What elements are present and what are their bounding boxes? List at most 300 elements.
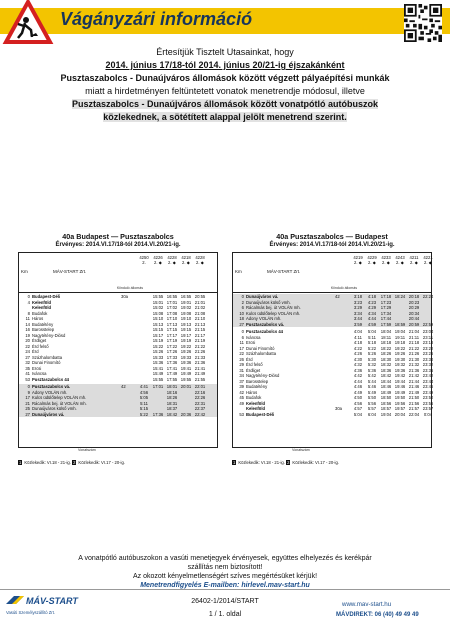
notice-line: A vonatpótló autóbuszokon a vasúti menetjegyek érvényesek, együttes elhelyezés és kerékpár xyxy=(78,555,372,562)
intro-highlight: Pusztaszabolcs - Dunaújváros állomások között vonatpótló autóbuszok xyxy=(71,99,379,109)
time-cell: 4:56 xyxy=(139,389,149,395)
km-header: Km xyxy=(21,269,28,274)
time-cell: 19:49 xyxy=(180,371,192,376)
time-cell: 20:55 xyxy=(194,294,206,299)
time-cell: 18:57 xyxy=(380,406,392,411)
time-cell: 19:36 xyxy=(180,360,192,365)
train-column-header xyxy=(365,255,379,265)
train-number: 4228 xyxy=(167,255,177,260)
time-cell: 4:23 xyxy=(367,299,377,305)
time-cell: 19:01 xyxy=(180,299,192,305)
time-cell: 19:42 xyxy=(394,373,406,378)
time-cell: 19:26 xyxy=(180,349,192,354)
page-number: 1 / 1. oldal xyxy=(208,611,242,618)
time-cell: 21:30 xyxy=(408,356,420,362)
time-cell: 4:42 xyxy=(353,373,363,378)
km-value: 39 xyxy=(239,384,244,389)
time-cell: 21:04 xyxy=(408,329,420,334)
station-name: Budatétény xyxy=(246,384,268,389)
time-cell: 18:44 xyxy=(380,378,392,384)
station-name: Pusztaszabolcs 44 xyxy=(32,376,70,382)
km-value: 42 xyxy=(239,389,244,395)
time-cell: 5:18 xyxy=(367,340,377,345)
time-cell: 21:49 xyxy=(194,371,206,376)
timetable-grid xyxy=(18,252,218,448)
time-cell: 3:18 xyxy=(353,294,363,299)
page-title: Vágányzári információ xyxy=(60,9,253,29)
station-name: Budatétény xyxy=(32,321,54,327)
train-column-header xyxy=(151,255,165,265)
logo-subtitle: Vasúti Személyszállító Zrt. xyxy=(6,610,56,615)
time-cell: 4:36 xyxy=(353,367,363,373)
intro-notice xyxy=(0,46,450,124)
time-cell: 19:22 xyxy=(180,343,192,349)
time-cell: 4:04 xyxy=(353,329,363,334)
km-value: 27 xyxy=(25,354,30,360)
operator-label: MÁV-START Zrt. xyxy=(267,269,301,274)
time-cell: 15:22 xyxy=(152,343,164,349)
time-cell: 22:31 xyxy=(194,400,206,406)
time-cell: 17:13 xyxy=(166,321,178,327)
timetable-row xyxy=(19,377,217,383)
time-cell: 23:18 xyxy=(422,340,434,345)
station-name: Érd xyxy=(246,356,253,362)
train-class: 2. ◆ xyxy=(382,260,390,265)
time-cell: 17:01 xyxy=(152,384,164,389)
time-cell: 17:55 xyxy=(166,376,178,382)
time-cell: 17:19 xyxy=(166,338,178,343)
time-cell: 21:56 xyxy=(408,400,420,406)
train-column-header xyxy=(351,255,365,265)
train-column-header xyxy=(137,255,151,265)
time-cell: 22:01 xyxy=(194,384,206,389)
time-cell: 23:36 xyxy=(422,367,434,373)
time-cell: 17:41 xyxy=(166,365,178,371)
km-value: 35 xyxy=(25,365,30,371)
line-reference: 42 xyxy=(121,384,126,389)
time-cell: 23:49 xyxy=(422,389,434,395)
time-cell: 4:44 xyxy=(353,378,363,384)
station-name: Dunaújváros külső vmh. xyxy=(246,299,291,305)
time-cell: 15:19 xyxy=(152,338,164,343)
train-number: 4226 xyxy=(153,255,163,260)
time-cell: 17:02 xyxy=(166,305,178,310)
time-cell: 21:18 xyxy=(408,340,420,345)
timetable-row xyxy=(233,412,431,418)
time-cell: 19:33 xyxy=(180,354,192,360)
time-cell: 21:10 xyxy=(194,316,206,321)
time-cell: 21:01 xyxy=(194,299,206,305)
km-value: 19 xyxy=(25,332,30,338)
time-cell: 18:42 xyxy=(166,411,178,417)
time-cell: 18:26 xyxy=(166,395,178,400)
time-cell: 22:59 xyxy=(422,321,434,327)
time-cell: 18:37 xyxy=(166,406,178,411)
train-column-header xyxy=(393,255,407,265)
time-cell: 19:08 xyxy=(180,310,192,316)
km-value: 11 xyxy=(239,340,244,345)
station-name: Háros xyxy=(32,316,44,321)
km-value: 18 xyxy=(239,316,244,321)
time-cell: 4:11 xyxy=(354,334,362,340)
time-cell: 19:10 xyxy=(180,316,192,321)
train-class: 2. xyxy=(142,260,146,265)
station-name: Budapest-Déli xyxy=(246,411,275,417)
train-number: 4211 xyxy=(409,255,419,260)
footnote-marker: 1 xyxy=(233,460,236,465)
time-cell: 4:32 xyxy=(353,362,363,367)
km-value: 6 xyxy=(241,334,244,340)
time-cell: 22:04 xyxy=(408,411,420,417)
train-class: 2. ◆ xyxy=(196,260,204,265)
train-number: 4221 xyxy=(423,255,433,260)
station-name: Budafok xyxy=(32,310,48,316)
time-cell: 21:08 xyxy=(194,310,206,316)
time-cell: 19:49 xyxy=(394,389,406,395)
timetable-header xyxy=(233,253,431,293)
km-value: 53 xyxy=(239,411,244,417)
km-value: 17 xyxy=(25,395,30,400)
km-value: 34 xyxy=(239,373,244,378)
time-cell: 15:08 xyxy=(152,310,164,316)
time-cell: 19:18 xyxy=(394,340,406,345)
time-cell: 19:02 xyxy=(180,305,192,310)
origin-station-label: Kiinduló állomás xyxy=(116,286,143,290)
station-name: Iváncsa xyxy=(246,334,261,340)
time-cell: 20:36 xyxy=(180,411,192,417)
line-reference: 30a xyxy=(121,294,128,299)
time-cell: 21:57 xyxy=(408,406,420,411)
time-cell: 19:41 xyxy=(180,365,192,371)
time-cell: 19:22 xyxy=(394,345,406,351)
km-value: 4 xyxy=(27,299,30,305)
km-value: 10 xyxy=(239,310,244,316)
time-cell: 18:36 xyxy=(380,367,392,373)
km-value: 0 xyxy=(27,384,30,389)
km-value: 49 xyxy=(239,400,244,406)
time-cell: 5:11 xyxy=(368,334,376,340)
time-cell: 4:57 xyxy=(353,406,363,411)
logo-text: MÁV-START xyxy=(26,596,78,606)
station-name: Adony VOLÁN mh. xyxy=(32,389,68,395)
time-cell: 5:46 xyxy=(367,384,377,389)
time-cell: 15:55 xyxy=(152,294,164,299)
time-cell: 5:22 xyxy=(367,345,377,351)
time-cell: 23:42 xyxy=(422,373,434,378)
station-name: Pusztaszabolcs vá. xyxy=(246,321,285,327)
station-name: Kelenföld xyxy=(246,406,266,411)
station-name: Nagytétény-Diósd xyxy=(246,373,280,378)
train-number: 4243 xyxy=(395,255,405,260)
time-cell: 21:41 xyxy=(194,365,206,371)
time-cell: 5:05 xyxy=(139,395,149,400)
website-link[interactable]: www.mav-start.hu xyxy=(342,601,392,608)
km-value: 16 xyxy=(25,327,30,332)
station-name: Barosstelep xyxy=(246,378,269,384)
station-name: Százhalombatta xyxy=(246,351,277,356)
train-column-header xyxy=(421,255,435,265)
time-cell: 17:44 xyxy=(380,316,392,321)
time-cell: 5:22 xyxy=(139,411,149,417)
footnote-text: Közlekedik: VI.17 - 20-ig. xyxy=(292,460,339,465)
time-cell: 17:29 xyxy=(380,305,392,310)
time-cell: 19:15 xyxy=(180,327,192,332)
time-cell: 21:26 xyxy=(408,351,420,356)
time-cell: 21:26 xyxy=(194,349,206,354)
time-cell: 17:15 xyxy=(166,327,178,332)
document-id: 26402-1/2014/START xyxy=(191,598,259,605)
time-cell: 21:55 xyxy=(194,376,206,382)
time-cell: 21:46 xyxy=(408,384,420,389)
train-column-header xyxy=(179,255,193,265)
time-cell: 23:30 xyxy=(422,356,434,362)
train-number: 4218 xyxy=(181,255,191,260)
time-cell: 15:10 xyxy=(152,316,164,321)
time-cell: 4:59 xyxy=(367,321,377,327)
timetable-budapest-pusztaszabolcs xyxy=(18,232,218,470)
km-value: 32 xyxy=(25,360,30,365)
time-cell: 3:34 xyxy=(353,310,363,316)
time-cell: 18:30 xyxy=(380,356,392,362)
timetable-header xyxy=(19,253,217,293)
station-name: Dunaújváros külső vmh. xyxy=(32,406,77,411)
time-cell: 4:30 xyxy=(353,356,363,362)
time-cell: 20:29 xyxy=(408,305,420,310)
footer-divider xyxy=(0,589,450,590)
train-column-header xyxy=(193,255,207,265)
time-cell: 19:46 xyxy=(394,384,406,389)
footnote-marker: 1 xyxy=(19,460,22,465)
time-cell: 18:26 xyxy=(380,351,392,356)
km-value: 20 xyxy=(25,338,30,343)
time-cell: 17:36 xyxy=(152,411,164,417)
footnote-text: Közlekedik: VI.18 - 21-ig. xyxy=(24,460,71,465)
time-cell: 3:44 xyxy=(353,316,363,321)
train-number: 4233 xyxy=(381,255,391,260)
time-cell: 21:22 xyxy=(408,345,420,351)
footnote-text: Közlekedik: VI.17 - 20-ig. xyxy=(78,460,125,465)
station-name: Kulcs üdülőtelep VOLÁN mh. xyxy=(246,310,301,316)
km-value: 27 xyxy=(25,411,30,417)
timetable-grid xyxy=(232,252,432,448)
timetable-validity: Érvényes: 2014.VI.17/18-tól 2014.VI.20/21-ig. xyxy=(269,242,395,248)
station-name: Rácalmás bej. út VOLÁN mh. xyxy=(32,400,87,406)
time-cell: 4:44 xyxy=(367,316,377,321)
station-name: Érd felső xyxy=(32,343,49,349)
footnote-text: Közlekedik: VI.18 - 21-ig. xyxy=(238,460,285,465)
train-number: 4250 xyxy=(139,255,149,260)
train-class: 2. ◆ xyxy=(182,260,190,265)
mav-start-logo xyxy=(4,592,78,620)
time-cell: 23:46 xyxy=(422,384,434,389)
time-cell: 4:18 xyxy=(367,294,377,299)
station-name: Százhalombatta xyxy=(32,354,63,360)
time-cell: 17:23 xyxy=(380,299,392,305)
time-cell: 22:26 xyxy=(194,395,206,400)
time-cell: 19:19 xyxy=(180,338,192,343)
footnote xyxy=(18,460,125,465)
time-cell: 20:18 xyxy=(408,294,420,299)
time-cell: 19:30 xyxy=(394,356,406,362)
origin-station-label: Kiinduló állomás xyxy=(330,286,357,290)
time-cell: 21:17 xyxy=(194,332,206,338)
time-cell: 5:04 xyxy=(367,329,377,334)
time-cell: 17:34 xyxy=(380,310,392,316)
timetable-row xyxy=(19,412,217,418)
train-number: 4219 xyxy=(353,255,363,260)
time-cell: 18:49 xyxy=(380,389,392,395)
time-cell: 20:44 xyxy=(408,316,420,321)
km-value: 21 xyxy=(25,400,30,406)
time-cell: 15:13 xyxy=(152,321,164,327)
time-cell: 17:36 xyxy=(166,360,178,365)
intro-line: Pusztaszabolcs - Dunaújváros állomások között végzett pályaépítési munkák xyxy=(60,73,390,83)
time-cell: 21:42 xyxy=(408,373,420,378)
station-name: Nagytétény-Diósd xyxy=(32,332,66,338)
time-cell: 21:15 xyxy=(194,327,206,332)
km-value: 37 xyxy=(239,378,244,384)
time-cell: 17:08 xyxy=(166,310,178,316)
time-cell: 0:04 xyxy=(423,411,433,417)
time-cell: 3:29 xyxy=(353,305,363,310)
time-cell: 17:22 xyxy=(166,343,178,349)
time-cell: 19:04 xyxy=(380,411,392,417)
notice-line: szállítás nem biztosított! xyxy=(187,564,263,571)
time-cell: 19:04 xyxy=(394,329,406,334)
time-cell: 21:50 xyxy=(408,395,420,400)
station-name: Dunai Finomító xyxy=(32,360,61,365)
time-cell: 19:57 xyxy=(394,406,406,411)
time-cell: 4:26 xyxy=(353,351,363,356)
time-cell: 15:15 xyxy=(152,327,164,332)
km-value: 22 xyxy=(25,343,30,349)
time-cell: 18:18 xyxy=(380,340,392,345)
time-cell: 23:50 xyxy=(422,395,434,400)
time-cell: 20:59 xyxy=(408,321,420,327)
time-cell: 5:11 xyxy=(140,400,148,406)
time-cell: 20:23 xyxy=(408,299,420,305)
time-cell: 16:55 xyxy=(166,294,178,299)
time-cell: 5:44 xyxy=(367,378,377,384)
station-name: Ercsi xyxy=(246,340,256,345)
time-cell: 18:32 xyxy=(380,362,392,367)
time-cell: 19:13 xyxy=(180,321,192,327)
km-value: 31 xyxy=(239,367,244,373)
train-column-header xyxy=(407,255,421,265)
time-cell: 4:50 xyxy=(353,395,363,400)
km-value: 6 xyxy=(241,305,244,310)
time-cell: 4:34 xyxy=(367,310,377,316)
time-cell: 21:32 xyxy=(408,362,420,367)
station-name: Adony VOLÁN mh. xyxy=(246,316,282,321)
footnote-marker: 2 xyxy=(73,460,76,465)
intro-highlight: közlekednek, a sötétített alappal jelölt menetrend szerint. xyxy=(103,112,347,122)
road-works-sign-icon xyxy=(4,0,52,44)
time-cell: 18:46 xyxy=(380,384,392,389)
time-cell: 18:31 xyxy=(166,400,178,406)
time-cell: 4:56 xyxy=(353,400,363,406)
station-name: Rácalmás bej. út VOLÁN mh. xyxy=(246,305,301,310)
train-class: 2. ◆ xyxy=(354,260,362,265)
time-cell: 5:42 xyxy=(367,373,377,378)
timetable-validity: Érvényes: 2014.VI.17/18-tól 2014.VI.20/21-ig. xyxy=(55,242,181,248)
time-cell: 6:04 xyxy=(367,411,377,417)
time-cell: 5:30 xyxy=(367,356,377,362)
km-value: 25 xyxy=(25,406,30,411)
newsletter-link[interactable]: Menetrendfigyelés E-mailben: hirlevel.mav-start.hu xyxy=(140,582,310,589)
time-cell: 5:26 xyxy=(367,351,377,356)
time-cell: 19:17 xyxy=(180,332,192,338)
train-class: 2. ◆ xyxy=(424,260,432,265)
time-cell: 18:04 xyxy=(380,329,392,334)
intro-dates: 2014. június 17/18-tól 2014. június 20/21-ig éjszakánként xyxy=(105,60,345,70)
time-cell: 4:46 xyxy=(353,384,363,389)
km-value: 14 xyxy=(25,321,30,327)
time-cell: 19:36 xyxy=(394,367,406,373)
intro-line: miatt a hirdetményen feltüntetett vonatok menetrendje módosul, illetve xyxy=(85,86,365,96)
time-cell: 21:33 xyxy=(194,354,206,360)
bottom-notice xyxy=(0,554,450,590)
time-cell: 5:57 xyxy=(367,406,377,411)
qr-code-icon xyxy=(404,4,442,42)
time-cell: 18:16 xyxy=(166,389,178,395)
time-cell: 5:15 xyxy=(139,406,149,411)
time-cell: 23:44 xyxy=(422,378,434,384)
footnote xyxy=(232,460,339,465)
km-value: 8 xyxy=(27,310,30,316)
time-cell: 21:44 xyxy=(408,378,420,384)
time-cell: 19:50 xyxy=(394,395,406,400)
station-name: Érd felső xyxy=(246,362,263,367)
time-cell: 23:11 xyxy=(422,334,434,340)
km-value: 26 xyxy=(239,356,244,362)
train-number-label: Vonatszám xyxy=(292,448,310,452)
time-cell: 18:11 xyxy=(380,334,392,340)
station-name: Kelenföld xyxy=(246,400,266,406)
station-name: Kulcs üdülőtelep VOLÁN mh. xyxy=(32,395,87,400)
train-number: 4228 xyxy=(195,255,205,260)
train-class: 2. ◆ xyxy=(368,260,376,265)
time-cell: 18:01 xyxy=(166,384,178,389)
time-cell: 4:18 xyxy=(353,340,363,345)
phone-number: MÁVDIREKT: 06 (40) 49 49 49 xyxy=(336,612,419,618)
train-column-header xyxy=(379,255,393,265)
station-name: Érdliget xyxy=(32,338,47,343)
time-cell: 19:55 xyxy=(180,376,192,382)
time-cell: 20:01 xyxy=(180,384,192,389)
timetable-row xyxy=(233,321,434,328)
time-cell: 17:18 xyxy=(380,294,392,299)
time-cell: 19:44 xyxy=(394,378,406,384)
km-value: 0 xyxy=(27,294,30,299)
km-value: 53 xyxy=(25,376,30,382)
time-cell: 15:26 xyxy=(152,349,164,354)
time-cell: 21:22 xyxy=(194,343,206,349)
time-cell: 15:01 xyxy=(152,299,164,305)
time-cell: 19:11 xyxy=(394,334,406,340)
time-cell: 22:42 xyxy=(194,411,206,417)
timetable-pusztaszabolcs-budapest xyxy=(232,232,432,470)
train-class: 2. ◆ xyxy=(168,260,176,265)
station-name: Dunai Finomító xyxy=(246,345,275,351)
time-cell: 23:57 xyxy=(422,406,434,411)
time-cell: 17:26 xyxy=(166,349,178,354)
time-cell: 17:49 xyxy=(166,371,178,376)
time-cell: 4:49 xyxy=(353,389,363,395)
time-cell: 23:32 xyxy=(422,362,434,367)
station-name: Pusztaszabolcs 44 xyxy=(246,329,284,334)
station-name: Érd xyxy=(32,349,39,354)
